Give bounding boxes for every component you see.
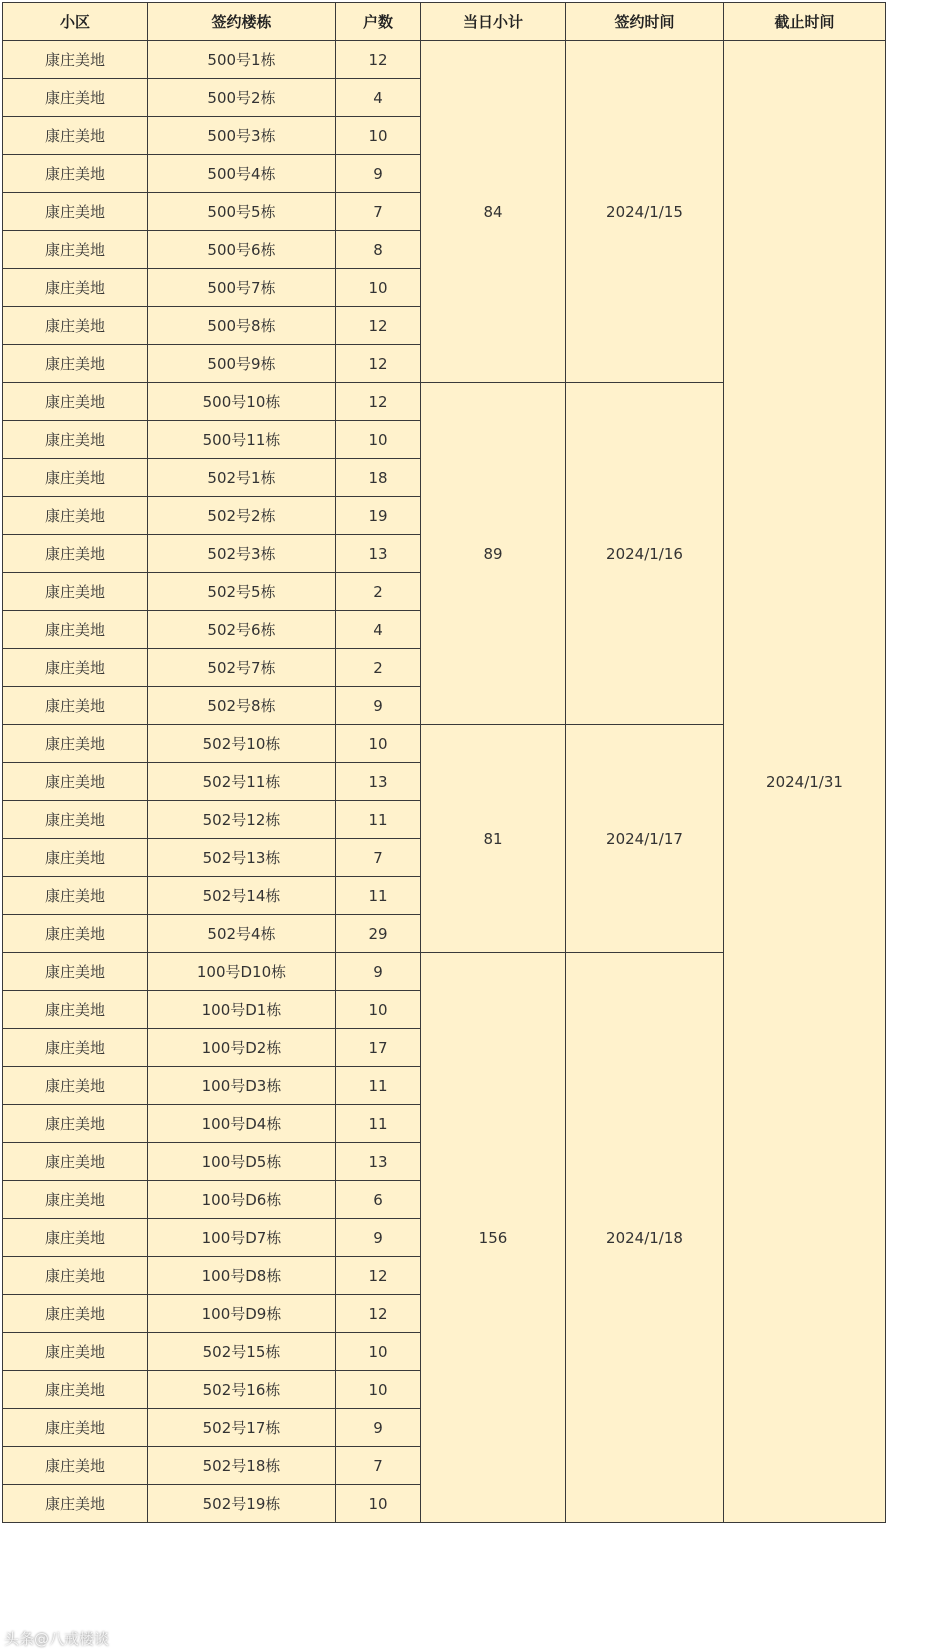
cell-households: 11 [336, 1105, 421, 1143]
header-deadline: 截止时间 [724, 3, 886, 41]
cell-households: 10 [336, 1333, 421, 1371]
cell-building: 502号10栋 [148, 725, 336, 763]
cell-community: 康庄美地 [3, 41, 148, 79]
cell-building: 100号D3栋 [148, 1067, 336, 1105]
cell-households: 9 [336, 953, 421, 991]
signing-table [2, 2, 886, 1523]
cell-households: 11 [336, 877, 421, 915]
cell-building: 100号D2栋 [148, 1029, 336, 1067]
cell-households: 10 [336, 1485, 421, 1523]
cell-households: 13 [336, 1143, 421, 1181]
cell-community: 康庄美地 [3, 649, 148, 687]
cell-community: 康庄美地 [3, 535, 148, 573]
cell-community: 康庄美地 [3, 193, 148, 231]
cell-building: 502号3栋 [148, 535, 336, 573]
cell-community: 康庄美地 [3, 117, 148, 155]
cell-building: 100号D1栋 [148, 991, 336, 1029]
cell-community: 康庄美地 [3, 1219, 148, 1257]
cell-households: 19 [336, 497, 421, 535]
cell-building: 502号6栋 [148, 611, 336, 649]
cell-households: 10 [336, 117, 421, 155]
cell-building: 502号4栋 [148, 915, 336, 953]
header-households: 户数 [336, 3, 421, 41]
cell-households: 12 [336, 1295, 421, 1333]
cell-households: 18 [336, 459, 421, 497]
cell-community: 康庄美地 [3, 1409, 148, 1447]
cell-community: 康庄美地 [3, 155, 148, 193]
cell-signing-date: 2024/1/16 [566, 383, 724, 725]
cell-households: 9 [336, 687, 421, 725]
table-row [3, 41, 886, 79]
cell-building: 502号14栋 [148, 877, 336, 915]
cell-building: 502号15栋 [148, 1333, 336, 1371]
cell-building: 500号11栋 [148, 421, 336, 459]
header-row [3, 3, 886, 41]
cell-households: 9 [336, 1409, 421, 1447]
cell-community: 康庄美地 [3, 573, 148, 611]
cell-building: 502号19栋 [148, 1485, 336, 1523]
cell-building: 502号5栋 [148, 573, 336, 611]
cell-households: 9 [336, 1219, 421, 1257]
cell-households: 10 [336, 421, 421, 459]
cell-households: 10 [336, 1371, 421, 1409]
cell-households: 17 [336, 1029, 421, 1067]
cell-community: 康庄美地 [3, 687, 148, 725]
cell-households: 29 [336, 915, 421, 953]
cell-building: 502号17栋 [148, 1409, 336, 1447]
cell-households: 4 [336, 611, 421, 649]
watermark: 头条@八戒楼谈 [4, 1630, 110, 1648]
cell-community: 康庄美地 [3, 953, 148, 991]
cell-community: 康庄美地 [3, 1371, 148, 1409]
cell-community: 康庄美地 [3, 79, 148, 117]
cell-community: 康庄美地 [3, 1181, 148, 1219]
cell-building: 502号16栋 [148, 1371, 336, 1409]
cell-community: 康庄美地 [3, 1105, 148, 1143]
cell-households: 7 [336, 839, 421, 877]
cell-households: 7 [336, 1447, 421, 1485]
table-body [3, 41, 886, 1523]
cell-community: 康庄美地 [3, 1029, 148, 1067]
cell-community: 康庄美地 [3, 1295, 148, 1333]
cell-community: 康庄美地 [3, 1485, 148, 1523]
cell-community: 康庄美地 [3, 383, 148, 421]
cell-daily-subtotal: 84 [421, 41, 566, 383]
header-daily-subtotal: 当日小计 [421, 3, 566, 41]
cell-building: 100号D8栋 [148, 1257, 336, 1295]
cell-community: 康庄美地 [3, 269, 148, 307]
cell-building: 502号12栋 [148, 801, 336, 839]
cell-households: 12 [336, 307, 421, 345]
cell-building: 500号10栋 [148, 383, 336, 421]
cell-building: 100号D6栋 [148, 1181, 336, 1219]
cell-building: 502号11栋 [148, 763, 336, 801]
cell-deadline: 2024/1/31 [724, 41, 886, 1523]
cell-households: 2 [336, 573, 421, 611]
cell-community: 康庄美地 [3, 1447, 148, 1485]
cell-households: 4 [336, 79, 421, 117]
cell-community: 康庄美地 [3, 991, 148, 1029]
cell-signing-date: 2024/1/18 [566, 953, 724, 1523]
cell-building: 500号6栋 [148, 231, 336, 269]
cell-households: 9 [336, 155, 421, 193]
cell-community: 康庄美地 [3, 421, 148, 459]
cell-building: 500号8栋 [148, 307, 336, 345]
cell-community: 康庄美地 [3, 763, 148, 801]
cell-community: 康庄美地 [3, 307, 148, 345]
cell-daily-subtotal: 156 [421, 953, 566, 1523]
cell-community: 康庄美地 [3, 877, 148, 915]
cell-community: 康庄美地 [3, 1257, 148, 1295]
header-building: 签约楼栋 [148, 3, 336, 41]
cell-signing-date: 2024/1/17 [566, 725, 724, 953]
cell-building: 500号9栋 [148, 345, 336, 383]
cell-building: 100号D9栋 [148, 1295, 336, 1333]
cell-households: 12 [336, 345, 421, 383]
cell-households: 13 [336, 535, 421, 573]
cell-households: 2 [336, 649, 421, 687]
cell-building: 502号13栋 [148, 839, 336, 877]
cell-building: 502号7栋 [148, 649, 336, 687]
cell-community: 康庄美地 [3, 231, 148, 269]
cell-building: 500号4栋 [148, 155, 336, 193]
cell-community: 康庄美地 [3, 801, 148, 839]
cell-households: 12 [336, 1257, 421, 1295]
cell-households: 12 [336, 383, 421, 421]
cell-households: 13 [336, 763, 421, 801]
cell-community: 康庄美地 [3, 725, 148, 763]
cell-households: 12 [336, 41, 421, 79]
cell-building: 100号D4栋 [148, 1105, 336, 1143]
cell-community: 康庄美地 [3, 915, 148, 953]
cell-households: 10 [336, 725, 421, 763]
cell-building: 500号1栋 [148, 41, 336, 79]
cell-households: 8 [336, 231, 421, 269]
cell-building: 500号3栋 [148, 117, 336, 155]
cell-households: 10 [336, 269, 421, 307]
cell-building: 100号D5栋 [148, 1143, 336, 1181]
cell-households: 10 [336, 991, 421, 1029]
cell-building: 502号1栋 [148, 459, 336, 497]
cell-building: 502号2栋 [148, 497, 336, 535]
cell-building: 500号5栋 [148, 193, 336, 231]
cell-community: 康庄美地 [3, 459, 148, 497]
cell-community: 康庄美地 [3, 1067, 148, 1105]
cell-community: 康庄美地 [3, 611, 148, 649]
cell-building: 502号8栋 [148, 687, 336, 725]
cell-signing-date: 2024/1/15 [566, 41, 724, 383]
cell-building: 500号2栋 [148, 79, 336, 117]
header-signing-date: 签约时间 [566, 3, 724, 41]
cell-households: 11 [336, 1067, 421, 1105]
cell-daily-subtotal: 89 [421, 383, 566, 725]
cell-building: 100号D7栋 [148, 1219, 336, 1257]
cell-community: 康庄美地 [3, 1333, 148, 1371]
cell-households: 6 [336, 1181, 421, 1219]
cell-building: 502号18栋 [148, 1447, 336, 1485]
cell-community: 康庄美地 [3, 1143, 148, 1181]
cell-households: 11 [336, 801, 421, 839]
cell-community: 康庄美地 [3, 345, 148, 383]
cell-building: 100号D10栋 [148, 953, 336, 991]
cell-households: 7 [336, 193, 421, 231]
cell-community: 康庄美地 [3, 497, 148, 535]
cell-building: 500号7栋 [148, 269, 336, 307]
cell-community: 康庄美地 [3, 839, 148, 877]
cell-daily-subtotal: 81 [421, 725, 566, 953]
header-community: 小区 [3, 3, 148, 41]
